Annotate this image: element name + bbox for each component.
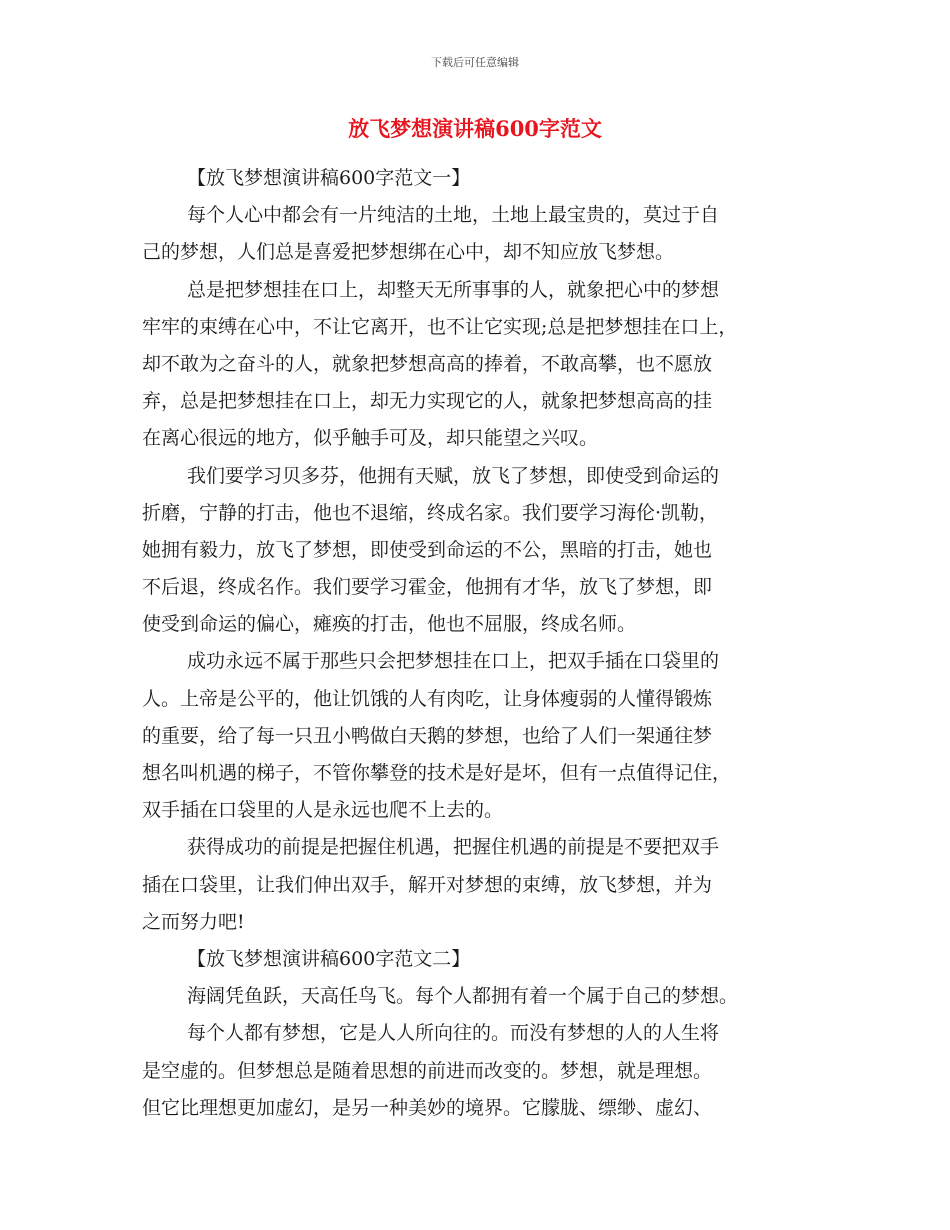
text-line: 【放飞梦想演讲稿600字范文二】: [187, 947, 471, 970]
text-line: 不后退，终成名作。我们要学习霍金，他拥有才华，放飞了梦想，即: [142, 576, 713, 599]
text-line: 每个人都有梦想，它是人人所向往的。而没有梦想的人的人生将: [187, 1022, 720, 1045]
text-line: 是空虚的。但梦想总是随着思想的前进而改变的。梦想，就是理想。: [142, 1059, 713, 1082]
text-line: 却不敢为之奋斗的人，就象把梦想高高的捧着，不敢高攀，也不愿放: [142, 352, 713, 375]
text-line: 获得成功的前提是把握住机遇，把握住机遇的前提是不要把双手: [187, 836, 720, 859]
text-line: 想名叫机遇的梯子，不管你攀登的技术是好是坏，但有一点值得记住，: [142, 762, 732, 784]
page-header-note: 下载后可任意编辑: [431, 56, 519, 69]
text-line: 在离心很远的地方，似乎触手可及，却只能望之兴叹。: [142, 427, 599, 450]
text-line: 折磨，宁静的打击，他也不退缩，终成名家。我们要学习海伦·凯勒，: [142, 501, 719, 524]
text-line: 海阔凭鱼跃，天高任鸟飞。每个人都拥有着一个属于自己的梦想。: [187, 985, 739, 1008]
text-line: 总是把梦想挂在口上，却整天无所事事的人，就象把心中的梦想: [187, 278, 720, 301]
text-line: 的重要，给了每一只丑小鸭做白天鹅的梦想，也给了人们一架通往梦: [142, 724, 713, 747]
text-line: 牢牢的束缚在心中，不让它离开，也不让它实现;总是把梦想挂在口上，: [142, 315, 738, 338]
document-title: 放飞梦想演讲稿600字范文: [348, 116, 602, 141]
document-body: [142, 160, 822, 1127]
text-line: 成功永远不属于那些只会把梦想挂在口上，把双手插在口袋里的: [187, 650, 720, 673]
text-line: 每个人心中都会有一片纯洁的土地，土地上最宝贵的，莫过于自: [187, 204, 720, 227]
text-line: 我们要学习贝多芬，他拥有天赋，放飞了梦想，即使受到命运的: [187, 464, 720, 487]
text-line: 己的梦想，人们总是喜爱把梦想绑在心中，却不知应放飞梦想。: [142, 241, 675, 264]
text-line: 但它比理想更加虚幻，是另一种美妙的境界。它朦胧、缥缈、虚幻、: [142, 1096, 713, 1119]
text-line: 使受到命运的偏心，瘫痪的打击，他也不屈服，终成名师。: [142, 613, 637, 636]
text-line: 【放飞梦想演讲稿600字范文一】: [187, 167, 471, 189]
text-line: 插在口袋里，让我们伸出双手，解开对梦想的束缚，放飞梦想，并为: [142, 873, 713, 896]
text-line: 双手插在口袋里的人是永远也爬不上去的。: [142, 799, 504, 822]
text-line: 之而努力吧!: [142, 910, 245, 933]
text-line: 人。上帝是公平的，他让饥饿的人有肉吃，让身体瘦弱的人懂得锻炼: [142, 687, 713, 710]
text-line: 弃，总是把梦想挂在口上，却无力实现它的人，就象把梦想高高的挂: [142, 390, 713, 413]
text-line: 她拥有毅力，放飞了梦想，即使受到命运的不公，黑暗的打击，她也: [142, 538, 713, 561]
